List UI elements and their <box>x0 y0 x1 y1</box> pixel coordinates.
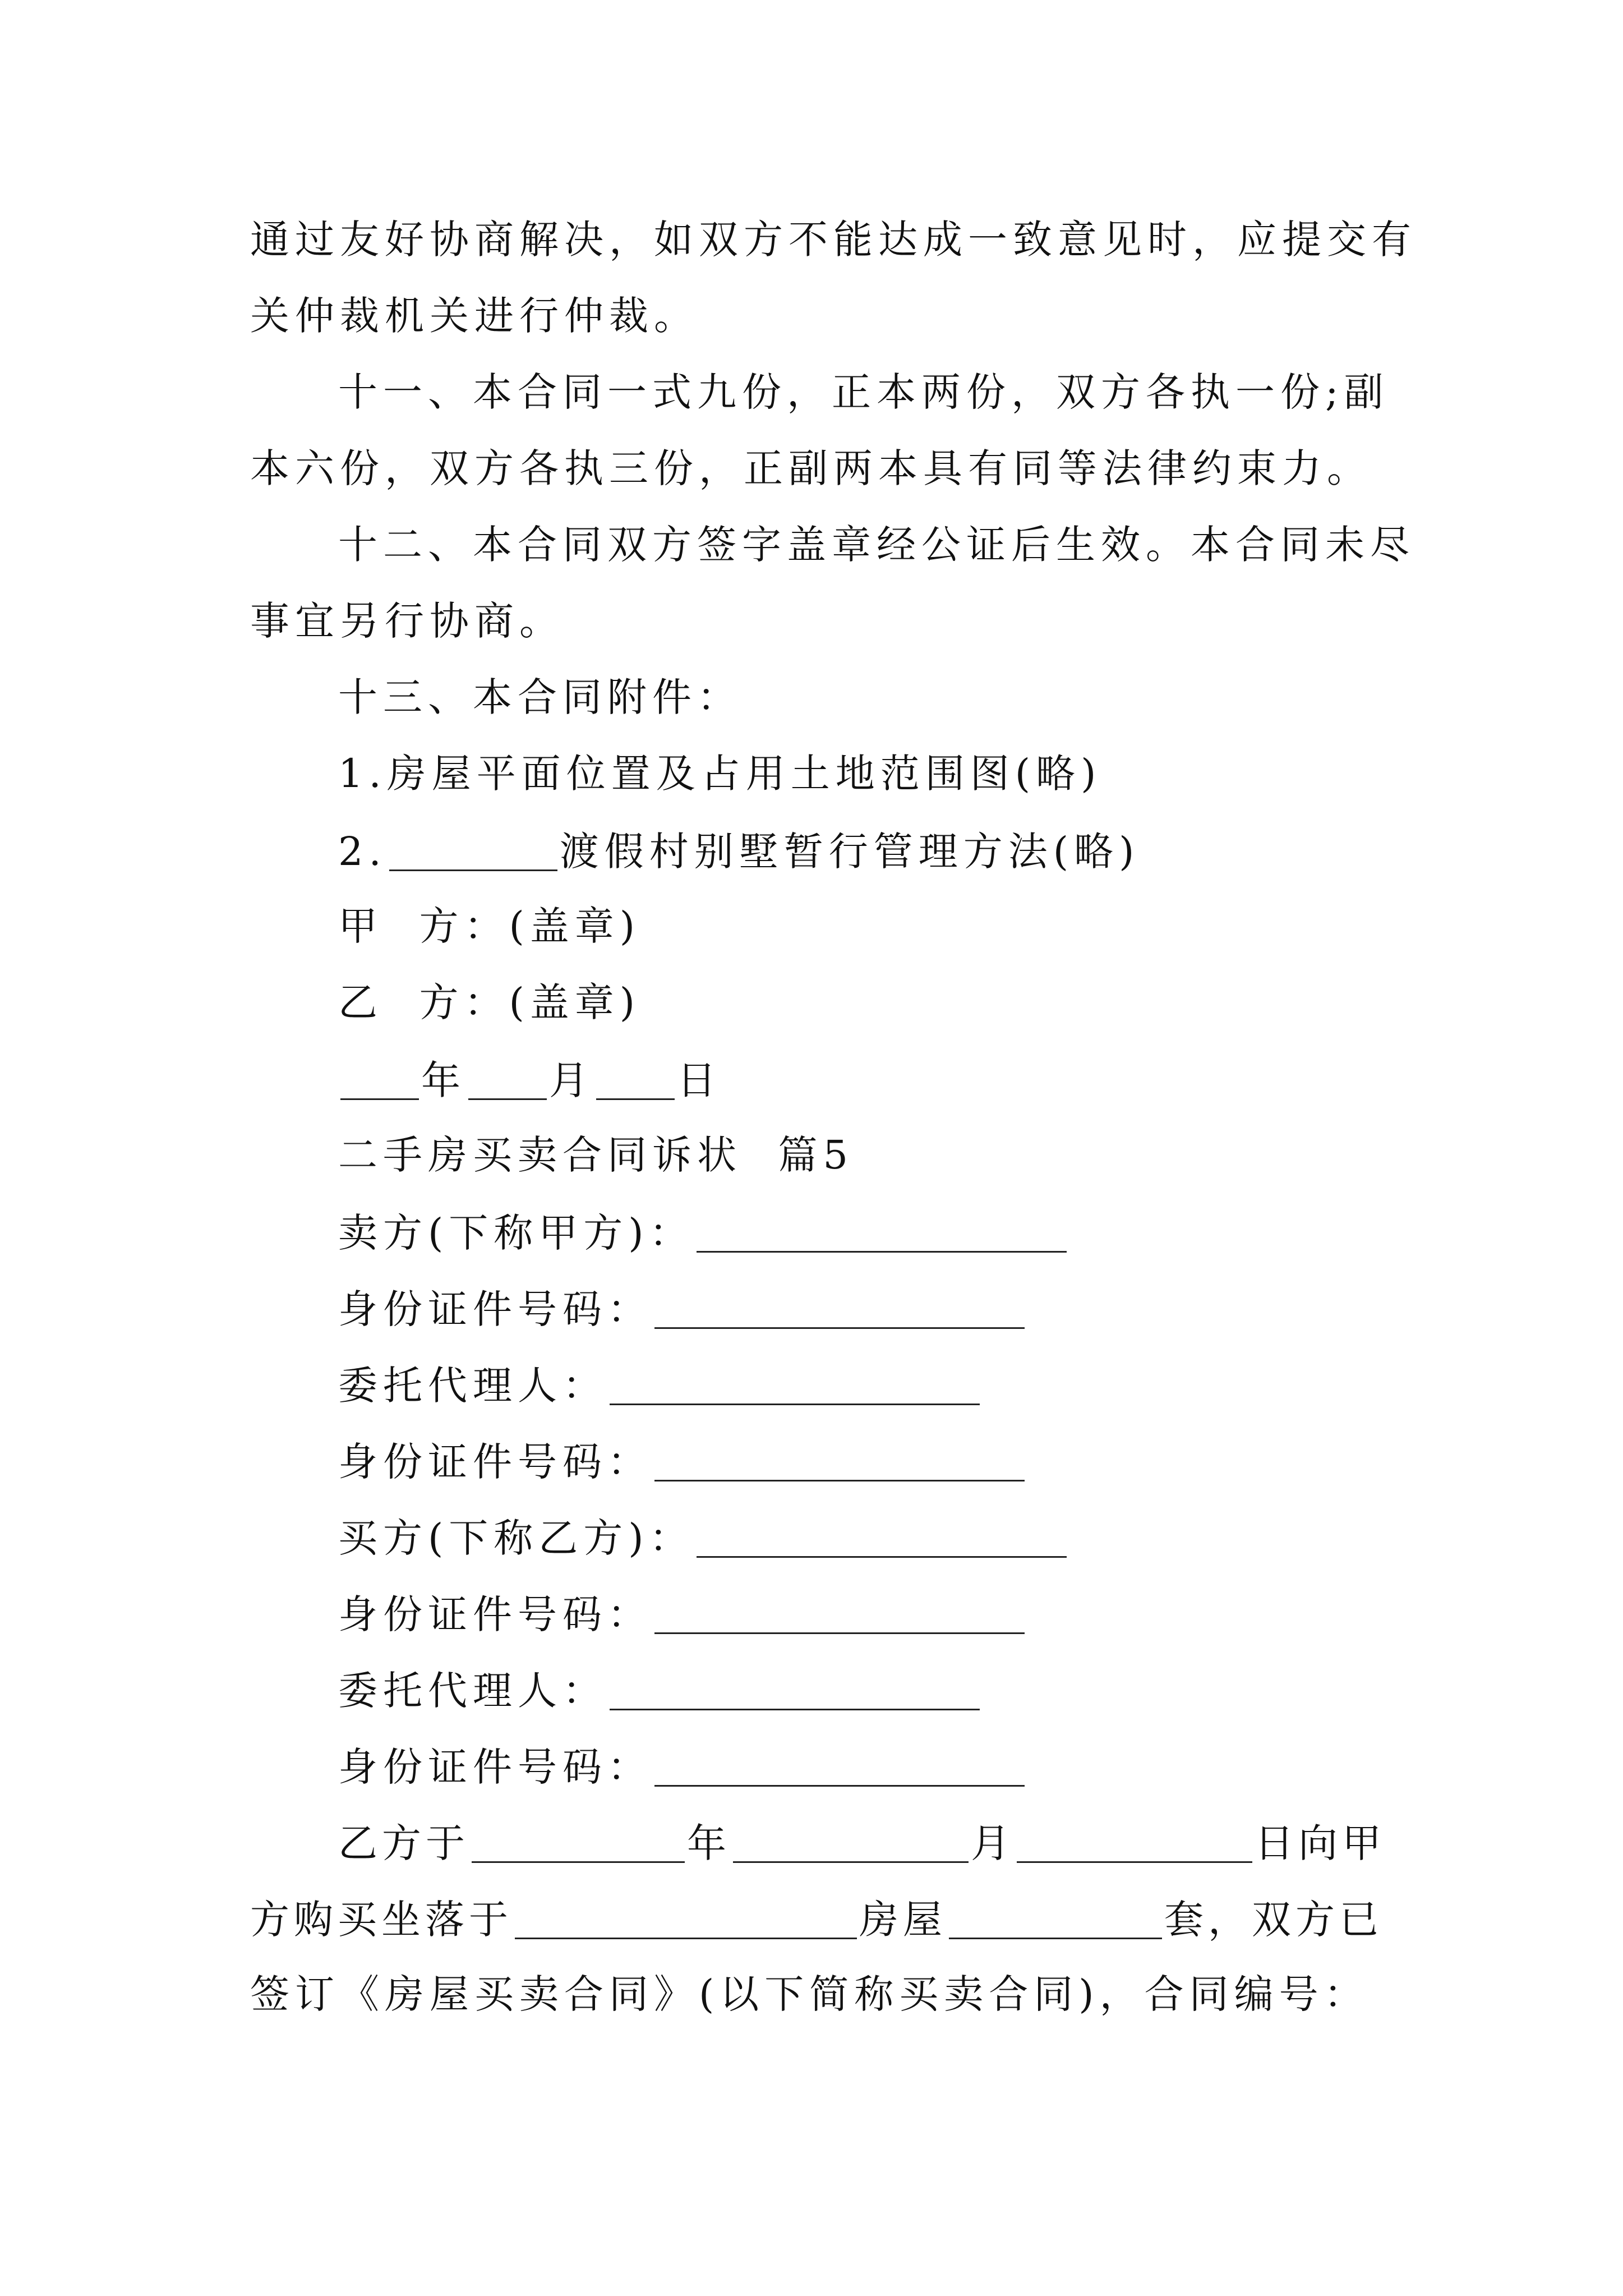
date-year-label: 年 <box>421 1057 466 1103</box>
purchase-clause-line1 <box>338 1820 1386 1866</box>
blank-field <box>340 1059 419 1100</box>
blank-field <box>472 1822 685 1863</box>
party-a-signature: 甲 方：(盖章) <box>338 903 641 949</box>
seller-agent-label: 委托代理人： <box>338 1363 607 1409</box>
blank-field <box>654 1441 1025 1481</box>
purchase-text: 日向甲 <box>1255 1820 1386 1866</box>
seller-label: 卖方(下称甲方)： <box>338 1210 694 1256</box>
purchase-text: 套，双方已 <box>1164 1897 1383 1943</box>
purchase-clause-line2 <box>250 1897 1383 1943</box>
purchase-text: 房屋 <box>859 1897 947 1943</box>
seller-agent-id-field <box>338 1439 1027 1485</box>
purchase-text: 方购买坐落于 <box>250 1897 513 1943</box>
blank-field <box>515 1898 857 1939</box>
blank-field <box>610 1364 980 1405</box>
attachment-item-2 <box>338 829 1140 875</box>
blank-field <box>733 1822 969 1863</box>
clause-12-line2: 事宜另行协商。 <box>250 598 564 644</box>
date-month-label: 月 <box>549 1057 594 1103</box>
paragraph-line: 通过友好协商解决，如双方不能达成一致意见时，应提交有 <box>250 217 1417 263</box>
clause-11-line2: 本六份，双方各执三份，正副两本具有同等法律约束力。 <box>250 445 1372 491</box>
blank-field <box>610 1669 980 1710</box>
seller-agent-id-label: 身份证件号码： <box>338 1439 652 1485</box>
seller-field <box>338 1210 1069 1256</box>
blank-field <box>654 1288 1025 1329</box>
buyer-field <box>338 1515 1069 1561</box>
purchase-text: 乙方于 <box>338 1820 469 1866</box>
seller-id-label: 身份证件号码： <box>338 1286 652 1332</box>
blank-field <box>697 1517 1067 1558</box>
purchase-clause-line3: 签订《房屋买卖合同》(以下简称买卖合同)，合同编号： <box>250 1971 1369 2017</box>
seller-agent-field <box>338 1363 982 1409</box>
buyer-agent-id-field <box>338 1744 1027 1790</box>
paragraph-line: 关仲裁机关进行仲裁。 <box>250 293 699 339</box>
buyer-agent-label: 委托代理人： <box>338 1668 607 1714</box>
signature-date <box>338 1057 722 1103</box>
blank-field <box>468 1059 547 1100</box>
purchase-month-label: 月 <box>971 1820 1015 1866</box>
clause-12-line1: 十二、本合同双方签字盖章经公证后生效。本合同未尽 <box>338 522 1415 568</box>
attachment-item-2-text: 渡假村别墅暂行管理方法(略) <box>559 829 1140 875</box>
clause-13-heading: 十三、本合同附件： <box>338 674 742 720</box>
clause-11-line1: 十一、本合同一式九份，正本两份，双方各执一份;副 <box>338 369 1389 415</box>
attachment-item-2-number: 2. <box>338 829 387 875</box>
blank-field <box>654 1746 1025 1787</box>
blank-field <box>654 1593 1025 1634</box>
date-day-label: 日 <box>677 1057 722 1103</box>
attachment-item-1: 1.房屋平面位置及占用土地范围图(略) <box>338 751 1102 797</box>
buyer-id-field <box>338 1591 1027 1637</box>
buyer-agent-field <box>338 1668 982 1714</box>
buyer-label: 买方(下称乙方)： <box>338 1515 694 1561</box>
purchase-year-label: 年 <box>687 1820 731 1866</box>
blank-field <box>389 830 557 871</box>
seller-id-field <box>338 1286 1027 1332</box>
blank-field <box>949 1898 1162 1939</box>
buyer-id-label: 身份证件号码： <box>338 1591 652 1637</box>
section-title: 二手房买卖合同诉状 篇5 <box>338 1132 854 1178</box>
blank-field <box>1017 1822 1252 1863</box>
blank-field <box>596 1059 675 1100</box>
buyer-agent-id-label: 身份证件号码： <box>338 1744 652 1790</box>
blank-field <box>697 1212 1067 1253</box>
party-b-signature: 乙 方：(盖章) <box>338 979 641 1025</box>
